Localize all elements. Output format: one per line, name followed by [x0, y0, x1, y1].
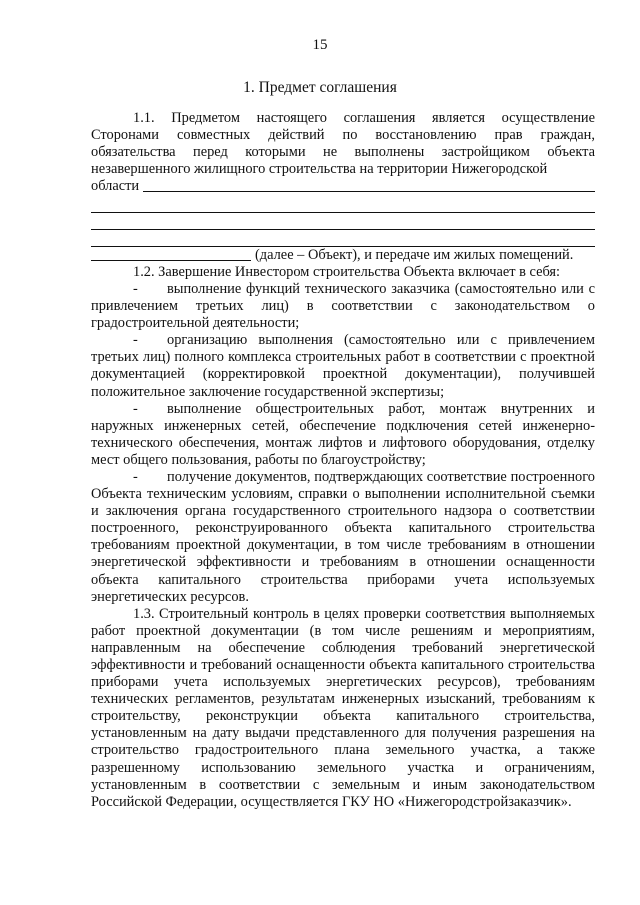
- dash-marker: -: [133, 280, 138, 297]
- blank-field: [143, 178, 595, 192]
- list-item-text: выполнение функций технического заказчика (самостоятельно или с привлечением третьих лиц) в соответствии с законодательством о градостроительной деятельности;: [91, 280, 595, 332]
- document-body: [91, 110, 595, 811]
- blank-tail-line: [91, 247, 595, 264]
- list-item: [91, 332, 595, 400]
- list-item-text: получение документов, подтверждающих соответствие построенного Объекта техническим условиям, справки о выполнении исполнительной съемки и заключения органа государственного строительного надзора о соответствии построенного, реконструированного объекта капитального строительства требованиям проектной документации, в том числе требованиям в отношении энергетической эффективности и требованиям в отношении оснащенности объекта капитального строительства приборами учета используемых энергетических ресурсов.: [91, 468, 595, 605]
- list-item: [91, 281, 595, 332]
- region-fill-line: [91, 178, 595, 195]
- paragraph-1-3: 1.3. Строительный контроль в целях проверки соответствия выполняемых работ проектной документации (в том числе решениям и мероприятиям, направленным на обеспечение соблюдения требований энергетической эффективности и требований оснащенности объекта капитального строительства приборами учета используемых энергетических ресурсов), требованиям технических регламентов, результатам инженерных изысканий, требованиям к строительству, реконструкции объекта капитального строительства, установленным на дату выдачи представленного для получения разрешения на строительство градостроительного плана земельного участка, а также разрешенному использованию земельного участка и ограничениям, установленным в соответствии с земельным и иным законодательством Российской Федерации, осуществляется ГКУ НО «Нижегородстройзаказчик».: [91, 605, 595, 810]
- dash-marker: -: [133, 400, 138, 417]
- blank-line: [91, 195, 595, 212]
- blank-line: [91, 213, 595, 230]
- dash-marker: -: [133, 332, 138, 349]
- list-item-text: выполнение общестроительных работ, монтаж внутренних и наружных инженерных сетей, обеспечение подключения сетей инженерно-технического обеспечения, монтаж лифтов и лифтового оборудования, отделку мест общего пользования, работы по благоустройству;: [91, 400, 595, 468]
- blank-line: [91, 230, 595, 247]
- section-heading: 1. Предмет соглашения: [243, 79, 397, 96]
- list-item: [91, 469, 595, 606]
- paragraph-1-1-tail: (далее – Объект), и передаче им жилых помещений.: [255, 246, 574, 263]
- region-word: области: [91, 178, 140, 195]
- list-item: [91, 401, 595, 469]
- paragraph-1-1: 1.1. Предметом настоящего соглашения является осуществление Сторонами совместных действий по восстановлению прав граждан, обязательства перед которыми не выполнены застройщиком объекта незавершенного жилищного строительства на территории Нижегородской: [91, 110, 595, 178]
- list-item-text: организацию выполнения (самостоятельно или с привлечением третьих лиц) полного комплекса строительных работ в соответствии с проектной документацией (корректировкой проектной документации), получившей положительное заключение государственной экспертизы;: [91, 332, 595, 400]
- page-number: 15: [312, 37, 328, 53]
- blank-field: [91, 247, 251, 261]
- dash-marker: -: [133, 468, 138, 485]
- paragraph-1-2: 1.2. Завершение Инвестором строительства Объекта включает в себя:: [133, 263, 561, 280]
